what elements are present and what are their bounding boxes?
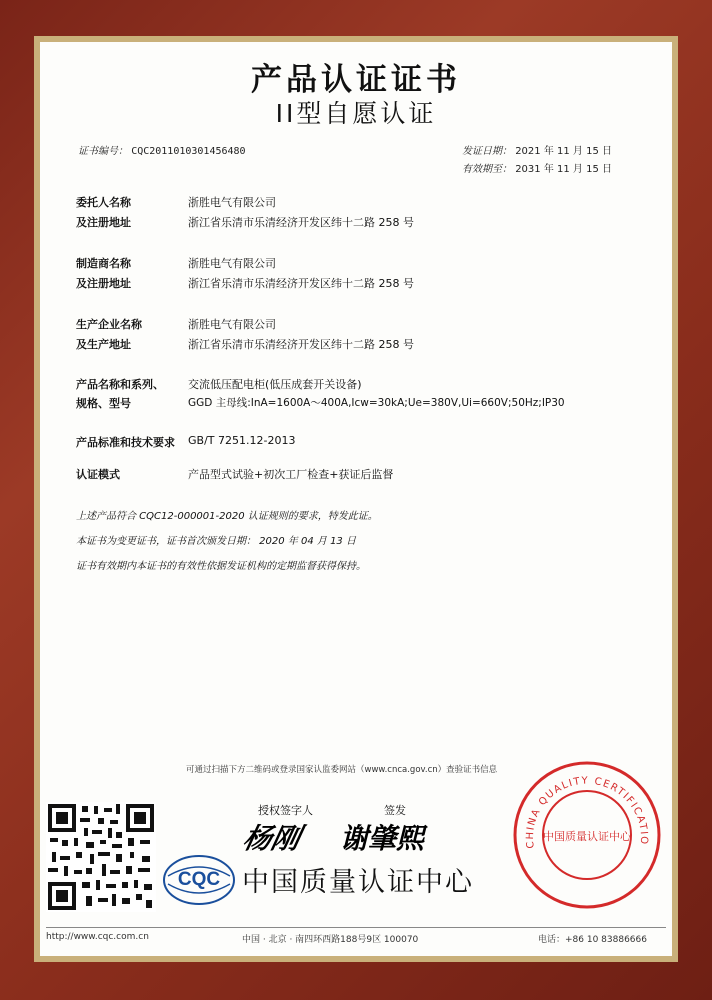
cert-number-label: 证书编号： xyxy=(78,146,128,157)
certificate-subtitle: II型自愿认证 xyxy=(275,99,437,128)
seal-outer-text: CHINA QUALITY CERTIFICATIO xyxy=(524,775,650,850)
manufacturer-address: 浙江省乐清市乐清经济开发区纬十二路 258 号 xyxy=(188,277,414,290)
cqc-logo xyxy=(162,854,236,906)
issuer-signature: 谢肇熙 xyxy=(340,822,425,855)
manufacturer-name-label: 制造商名称 xyxy=(76,257,131,270)
cqc-logo-text: CQC xyxy=(177,869,221,890)
issuer-label: 签发 xyxy=(384,804,406,817)
issue-date-row xyxy=(462,142,612,157)
note-line-3: 证书有效期内本证书的有效性依据发证机构的定期监督获得保持。 xyxy=(76,561,366,572)
seal-graphic xyxy=(512,760,662,910)
cert-number-row xyxy=(78,142,246,157)
valid-date-row xyxy=(462,160,612,175)
verify-instructions: 可通过扫描下方二维码或登录国家认监委网站（www.cnca.gov.cn）查验证书信息 xyxy=(186,765,498,775)
factory-name-label: 生产企业名称 xyxy=(76,318,142,331)
footer-website[interactable]: http://www.cqc.com.cn xyxy=(46,932,149,942)
product-name-label: 产品名称和系列、 xyxy=(76,378,164,391)
qr-code-graphic xyxy=(46,802,156,912)
product-name: 交流低压配电柜(低压成套开关设备) xyxy=(188,378,362,391)
footer-divider xyxy=(46,927,666,928)
authorized-signature: 杨刚 xyxy=(240,822,304,855)
product-model-label: 规格、型号 xyxy=(76,397,131,410)
footer-phone: 电话：+86 10 83886666 xyxy=(538,935,647,945)
valid-date-label: 有效期至： xyxy=(462,164,512,175)
qr-code[interactable] xyxy=(46,802,156,912)
issue-date: 2021 年 11 月 15 日 xyxy=(515,146,612,157)
valid-date: 2031 年 11 月 15 日 xyxy=(515,164,612,175)
seal-inner-text: 中国质量认证中心 xyxy=(543,830,631,843)
authorized-signer-label: 授权签字人 xyxy=(258,804,313,817)
note-line-1: 上述产品符合 CQC12-000001-2020 认证规则的要求，特发此证。 xyxy=(76,511,378,522)
cert-number: CQC2011010301456480 xyxy=(131,146,246,157)
note-line-2: 本证书为变更证书，证书首次颁发日期： 2020 年 04 月 13 日 xyxy=(76,536,356,547)
client-name-label: 委托人名称 xyxy=(76,196,131,209)
client-address: 浙江省乐清市乐清经济开发区纬十二路 258 号 xyxy=(188,216,414,229)
certificate-title: 产品认证证书 xyxy=(251,62,461,98)
footer-address: 中国 · 北京 · 南四环西路188号9区 100070 xyxy=(242,935,419,945)
client-address-label: 及注册地址 xyxy=(76,216,131,229)
standard-value: GB/T 7251.12-2013 xyxy=(188,434,296,447)
manufacturer-name: 浙胜电气有限公司 xyxy=(188,257,276,270)
standard-label: 产品标准和技术要求 xyxy=(76,436,175,449)
issue-date-label: 发证日期： xyxy=(462,146,512,157)
factory-address: 浙江省乐清市乐清经济开发区纬十二路 258 号 xyxy=(188,338,414,351)
official-seal xyxy=(512,760,662,910)
manufacturer-address-label: 及注册地址 xyxy=(76,277,131,290)
factory-name: 浙胜电气有限公司 xyxy=(188,318,276,331)
factory-address-label: 及生产地址 xyxy=(76,338,131,351)
cert-mode-value: 产品型式试验+初次工厂检查+获证后监督 xyxy=(188,468,394,481)
org-name: 中国质量认证中心 xyxy=(242,867,474,898)
cert-mode-label: 认证模式 xyxy=(76,468,120,481)
client-name: 浙胜电气有限公司 xyxy=(188,196,276,209)
product-model: GGD 主母线:InA=1600A～400A,Icw=30kA;Ue=380V,Ui=660V;50Hz;IP30 xyxy=(188,397,565,409)
certificate-paper xyxy=(40,42,672,956)
